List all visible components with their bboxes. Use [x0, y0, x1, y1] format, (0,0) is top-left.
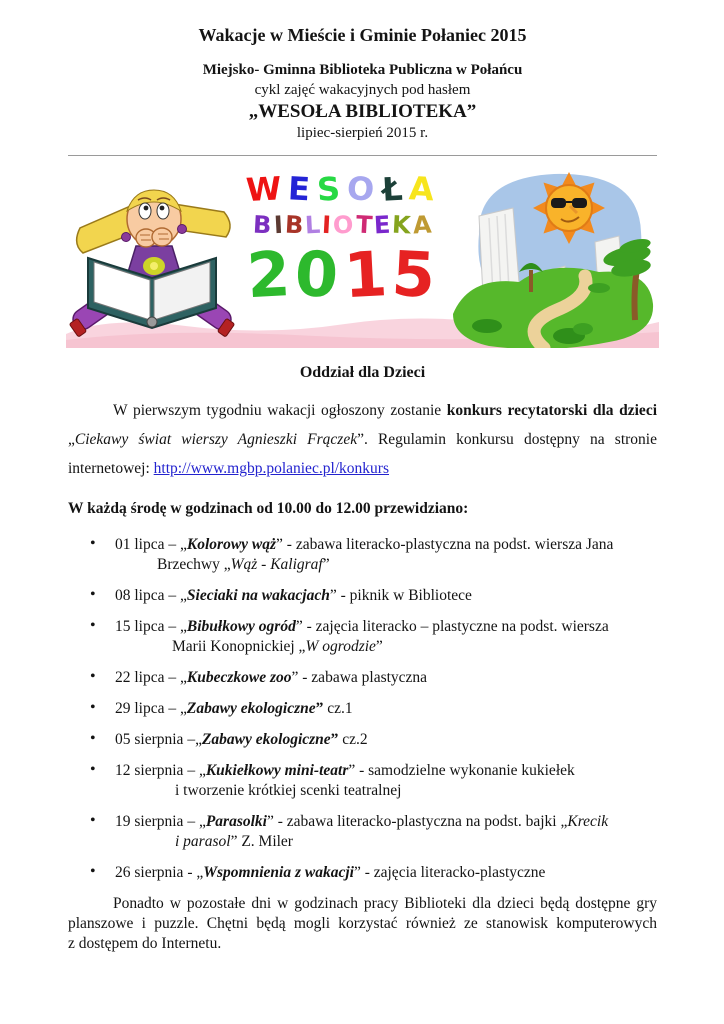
- library-name: Miejsko- Gminna Biblioteka Publiczna w Połańcu: [202, 62, 523, 78]
- bullet-icon: [90, 812, 115, 852]
- schedule-item-text: [115, 535, 657, 575]
- schedule-item-text: [115, 761, 657, 801]
- girl-eye: [139, 203, 151, 219]
- text-line: [68, 894, 657, 914]
- banner-letter: 5: [389, 236, 442, 313]
- bullet-icon: [90, 863, 115, 883]
- banner-letter: 2: [245, 236, 298, 313]
- text-segment: ”: [330, 731, 339, 748]
- series-line: cykl zajęć wakacyjnych pod hasłem: [254, 82, 471, 98]
- banner-letter: K: [391, 210, 414, 240]
- text-segment: i tworzenie krótkiej scenki teatralnej: [175, 782, 402, 799]
- text-segment: ”: [315, 700, 324, 717]
- banner-letter: A: [412, 210, 435, 240]
- banner-letter: I: [321, 210, 334, 240]
- banner-letter: 0: [293, 236, 346, 313]
- girl-hand: [152, 228, 172, 246]
- bullet-icon: [90, 535, 115, 575]
- schedule-item: [68, 617, 657, 657]
- bullet-icon: [90, 761, 115, 801]
- sunglasses-left-lens: [551, 198, 566, 208]
- banner-word-wesola: [238, 169, 449, 209]
- banner-lettering: [238, 164, 449, 348]
- text-segment: ” - zabawa literacko-plastyczna na podst. wiersza Jana: [276, 536, 614, 553]
- book-spine-knob: [147, 317, 157, 327]
- girl-reading-illustration: [66, 164, 238, 348]
- text-segment: Ponadto w pozostałe dni w godzinach pracy Biblioteki dla dzieci będą dostępne gry: [113, 895, 657, 912]
- text-line: [68, 454, 657, 483]
- text-segment: ” - zabawa plastyczna: [291, 669, 428, 686]
- section-heading: Oddział dla Dzieci: [299, 364, 426, 381]
- text-segment: Kubeczkowe zoo: [186, 669, 292, 686]
- text-segment: 19 sierpnia – „: [115, 813, 206, 830]
- text-segment: Brzechwy „: [157, 556, 231, 573]
- date-range: lipiec-sierpień 2015 r.: [296, 125, 429, 141]
- schedule-item-text: [115, 699, 657, 719]
- text-segment: internetowej:: [68, 460, 154, 477]
- text-segment: Sieciaki na wakacjach: [186, 587, 330, 604]
- schedule-heading: W każdą środę w godzinach od 10.00 do 12.00 przewidziano:: [68, 500, 469, 517]
- text-segment: i parasol: [175, 833, 231, 850]
- text-line: [115, 617, 657, 637]
- schedule-item-text: [115, 586, 657, 606]
- bullet-icon: [90, 586, 115, 606]
- girl-earring: [178, 225, 187, 234]
- bush: [472, 319, 502, 333]
- banner-year: [238, 236, 449, 313]
- text-line: [115, 586, 657, 606]
- banner-letter: E: [373, 210, 394, 240]
- bush: [588, 283, 610, 293]
- text-line: [115, 761, 657, 781]
- text-segment: W ogrodzie: [305, 638, 376, 655]
- bullet-icon: [90, 668, 115, 688]
- bullet-icon: [90, 699, 115, 719]
- text-segment: Kolorowy wąż: [186, 536, 277, 553]
- girl-earring: [122, 233, 131, 242]
- intro-paragraph: [68, 396, 657, 483]
- text-segment: ” Z. Miler: [230, 833, 293, 850]
- schedule-list: [68, 535, 657, 883]
- closing-paragraph: [68, 894, 657, 954]
- text-segment: Kukiełkowy mini-teatr: [205, 762, 349, 779]
- banner-letter: B: [252, 210, 275, 240]
- text-segment: ”: [375, 638, 383, 655]
- banner-letter: Ł: [380, 169, 411, 209]
- schedule-item-text: [115, 617, 657, 657]
- text-segment: 12 sierpnia – „: [115, 762, 206, 779]
- text-segment: 26 sierpnia - „: [115, 864, 204, 881]
- text-line: [68, 914, 657, 934]
- girl-eye: [157, 203, 169, 219]
- text-line: [115, 863, 657, 883]
- text-segment: z dostępem do Internetu.: [68, 935, 222, 952]
- text-line: [68, 934, 657, 954]
- konkurs-link[interactable]: http://www.mgbp.polaniec.pl/konkurs: [153, 460, 390, 477]
- text-segment: ”: [322, 556, 330, 573]
- text-line: [115, 730, 657, 750]
- sun-face: [546, 185, 592, 231]
- text-line: [68, 396, 657, 425]
- banner-letter: A: [408, 169, 442, 209]
- page-title: Wakacje w Mieście i Gminie Połaniec 2015: [198, 25, 527, 45]
- text-segment: Marii Konopnickiej „: [172, 638, 306, 655]
- banner-letter: 1: [341, 236, 394, 313]
- text-line: [115, 812, 657, 832]
- banner-illustration: [66, 164, 659, 348]
- banner-letter: E: [287, 169, 319, 209]
- banner-letter: T: [354, 210, 375, 240]
- banner-letter: I: [272, 210, 286, 240]
- text-segment: ” - zajęcia literacko – plastyczne na podst. wiersza: [295, 618, 609, 635]
- dress-flower-center: [150, 262, 158, 270]
- text-segment: Ciekawy świat wierszy Agnieszki Frączek: [74, 431, 358, 448]
- text-line: [115, 535, 657, 555]
- girl-left-pigtail: [77, 207, 132, 253]
- schedule-item: [68, 863, 657, 883]
- text-segment: planszowe i puzzle. Chętni będą mogli korzystać również ze stanowisk komputerowych: [68, 915, 657, 932]
- girl-pupil: [160, 206, 165, 211]
- banner-letter: S: [316, 169, 349, 209]
- girl-pupil: [144, 206, 149, 211]
- text-segment: „: [68, 431, 75, 448]
- banner-letter: O: [346, 169, 383, 209]
- text-segment: 08 lipca – „: [115, 587, 187, 604]
- sunglasses-right-lens: [572, 198, 587, 208]
- banner-letter: W: [245, 168, 290, 210]
- banner-letter: L: [304, 210, 323, 240]
- text-segment: Bibułkowy ogród: [186, 618, 296, 635]
- schedule-item: [68, 761, 657, 801]
- schedule-item: [68, 668, 657, 688]
- text-segment: ” - zabawa literacko-plastyczna na podst. bajki „: [266, 813, 568, 830]
- text-segment: cz.2: [338, 731, 368, 748]
- text-segment: 15 lipca – „: [115, 618, 187, 635]
- document-header: [68, 24, 657, 143]
- text-line: [115, 555, 657, 575]
- text-line: [115, 699, 657, 719]
- text-segment: Zabawy ekologiczne: [201, 731, 331, 748]
- text-segment: konkurs recytatorski dla dzieci: [446, 402, 657, 419]
- banner-letter: B: [283, 210, 306, 240]
- text-line: [68, 425, 657, 454]
- text-line: [115, 668, 657, 688]
- bullet-icon: [90, 617, 115, 657]
- text-segment: Parasolki: [205, 813, 267, 830]
- text-segment: 01 lipca – „: [115, 536, 187, 553]
- schedule-item: [68, 730, 657, 750]
- text-line: [115, 781, 657, 801]
- bush: [573, 323, 593, 335]
- text-segment: ”. Regulamin konkursu dostępny na stronie: [357, 431, 657, 448]
- text-segment: W pierwszym tygodniu wakacji ogłoszony zostanie: [113, 402, 447, 419]
- text-segment: 05 sierpnia –„: [115, 731, 202, 748]
- text-line: [115, 637, 657, 657]
- text-segment: ” - samodzielne wykonanie kukiełek: [348, 762, 575, 779]
- schedule-item: [68, 586, 657, 606]
- text-segment: Wąż - Kaligraf: [230, 556, 323, 573]
- slogan-title: „WESOŁA BIBLIOTEKA”: [248, 101, 477, 122]
- schedule-item: [68, 812, 657, 852]
- schedule-item-text: [115, 863, 657, 883]
- schedule-item-text: [115, 730, 657, 750]
- text-segment: ” - zajęcia literacko-plastyczne: [353, 864, 546, 881]
- text-segment: cz.1: [323, 700, 353, 717]
- text-segment: Krecik: [567, 813, 609, 830]
- text-segment: 22 lipca – „: [115, 669, 187, 686]
- town-landscape-illustration: [449, 164, 659, 348]
- bullet-icon: [90, 730, 115, 750]
- text-segment: Wspomnienia z wakacji: [203, 864, 354, 881]
- banner-letter: O: [332, 210, 357, 240]
- sun-icon: [533, 172, 605, 244]
- text-line: [115, 832, 657, 852]
- text-segment: ” - piknik w Bibliotece: [329, 587, 472, 604]
- schedule-item: [68, 535, 657, 575]
- text-segment: Zabawy ekologiczne: [186, 700, 316, 717]
- horizontal-rule: [68, 155, 657, 156]
- schedule-item-text: [115, 668, 657, 688]
- schedule-item: [68, 699, 657, 719]
- text-segment: 29 lipca – „: [115, 700, 187, 717]
- schedule-item-text: [115, 812, 657, 852]
